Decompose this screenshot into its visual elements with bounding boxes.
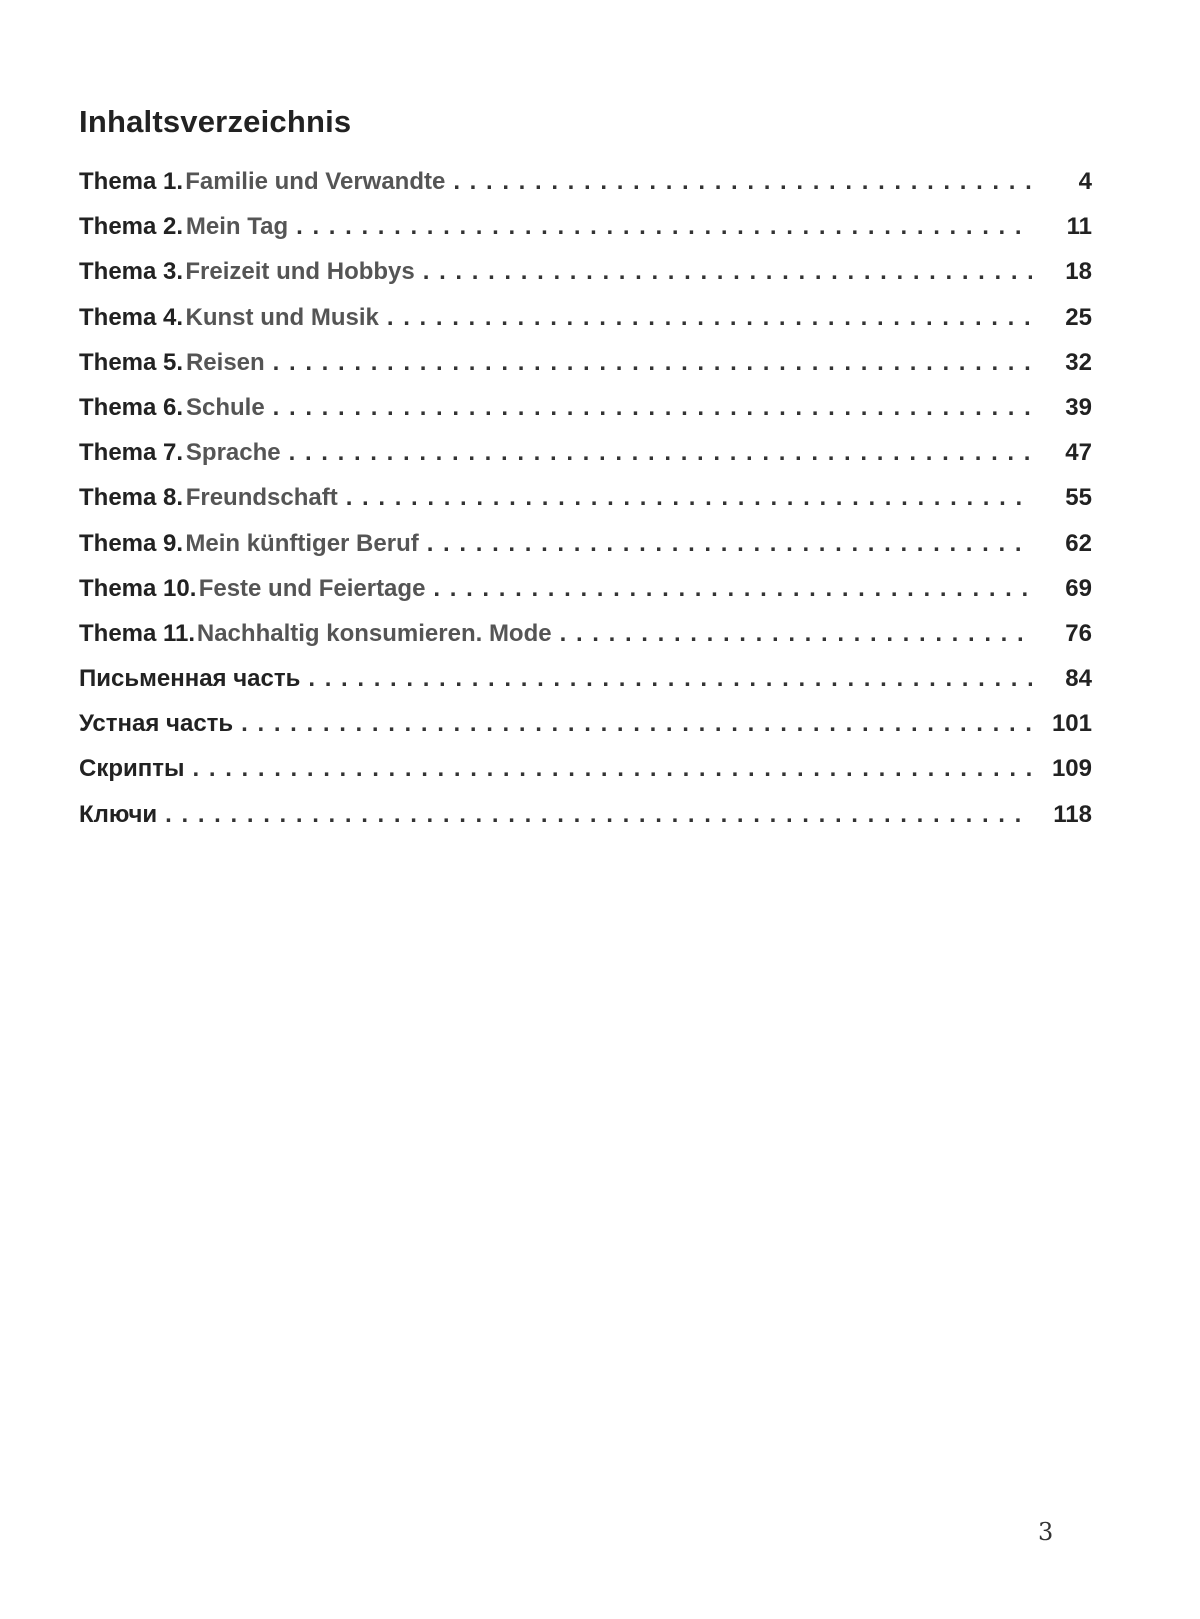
toc-entry-title: Schule	[185, 393, 265, 421]
toc-entry-thema-5[interactable]	[79, 349, 1092, 394]
toc-entry-prefix: Thema 8.	[79, 484, 184, 512]
toc-entry-prefix: Thema 4.	[79, 303, 184, 331]
toc-entry-prefix: Thema 6.	[79, 393, 184, 421]
toc-entry-title: Mein künftiger Beruf	[185, 529, 419, 557]
toc-entry-title: Feste und Feiertage	[198, 574, 426, 602]
toc-entry-title: Ключи	[79, 800, 158, 828]
toc-entry-thema-7[interactable]	[79, 439, 1092, 484]
toc-entry-prefix: Thema 3.	[79, 258, 184, 286]
dot-leader	[308, 665, 1032, 693]
toc-entry-page: 109	[1051, 755, 1092, 783]
toc-entry-prefix: Thema 7.	[79, 439, 184, 467]
dot-leader	[423, 258, 1032, 286]
dot-leader	[387, 304, 1032, 332]
dot-leader	[193, 755, 1032, 783]
toc-entry-title: Nachhaltig konsumieren. Mode	[196, 619, 552, 647]
toc-entry-title: Скрипты	[79, 755, 185, 783]
toc-entry-page: 55	[1065, 484, 1092, 512]
toc-entry-prefix: Thema 1.	[79, 168, 184, 195]
toc-entry-page: 118	[1053, 800, 1092, 828]
toc-entry-thema-3[interactable]	[79, 258, 1092, 303]
toc-entry-title: Freizeit und Hobbys	[185, 258, 415, 286]
dot-leader	[560, 620, 1032, 648]
toc-entry-thema-8[interactable]	[79, 484, 1092, 529]
toc-entry-thema-2[interactable]	[79, 213, 1092, 258]
toc-entry-title: Reisen	[185, 348, 265, 376]
toc-entry-prefix: Thema 9.	[79, 529, 184, 557]
dot-leader	[289, 439, 1032, 467]
dot-leader	[241, 710, 1032, 738]
toc-entry-page: 47	[1065, 439, 1092, 467]
toc-entry-scripts[interactable]	[79, 755, 1092, 800]
toc-entry-thema-10[interactable]	[79, 575, 1092, 620]
table-of-contents	[79, 168, 1092, 846]
page-title: Inhaltsverzeichnis	[79, 104, 352, 139]
toc-entry-prefix: Thema 10.	[79, 574, 197, 602]
toc-entry-page: 69	[1065, 574, 1092, 602]
dot-leader	[273, 394, 1032, 422]
toc-entry-page: 62	[1065, 529, 1092, 557]
toc-entry-written-part[interactable]	[79, 665, 1092, 710]
toc-entry-page: 18	[1065, 258, 1092, 286]
dot-leader	[273, 349, 1032, 377]
toc-entry-page: 32	[1065, 348, 1092, 376]
toc-entry-keys[interactable]	[79, 801, 1092, 846]
toc-entry-thema-9[interactable]	[79, 530, 1092, 575]
toc-entry-title: Письменная часть	[79, 665, 301, 693]
toc-entry-title: Устная часть	[79, 710, 234, 738]
toc-entry-page: 4	[1078, 168, 1092, 195]
toc-entry-page: 25	[1065, 303, 1092, 331]
dot-leader	[165, 801, 1032, 829]
toc-entry-prefix: Thema 11.	[79, 619, 196, 647]
toc-entry-thema-11[interactable]	[79, 620, 1092, 665]
toc-entry-prefix: Thema 2.	[79, 213, 184, 241]
toc-entry-title: Kunst und Musik	[185, 303, 379, 331]
toc-entry-title: Mein Tag	[185, 213, 289, 241]
toc-entry-title: Freundschaft	[185, 484, 338, 512]
toc-entry-page: 11	[1066, 213, 1092, 241]
toc-entry-page: 39	[1065, 393, 1092, 421]
dot-leader	[296, 213, 1032, 241]
dot-leader	[433, 575, 1032, 603]
page-number: 3	[1038, 1518, 1054, 1546]
toc-entry-title: Familie und Verwandte	[185, 168, 446, 195]
dot-leader	[346, 484, 1032, 512]
toc-entry-title: Sprache	[185, 439, 281, 467]
toc-entry-thema-6[interactable]	[79, 394, 1092, 439]
toc-entry-thema-1[interactable]	[79, 168, 1092, 213]
toc-entry-page: 101	[1051, 710, 1092, 738]
toc-entry-prefix: Thema 5.	[79, 348, 184, 376]
toc-entry-page: 84	[1065, 665, 1092, 693]
toc-entry-thema-4[interactable]	[79, 304, 1092, 349]
dot-leader	[427, 530, 1032, 558]
toc-entry-page: 76	[1065, 619, 1092, 647]
toc-entry-oral-part[interactable]	[79, 710, 1092, 755]
dot-leader	[453, 168, 1032, 196]
